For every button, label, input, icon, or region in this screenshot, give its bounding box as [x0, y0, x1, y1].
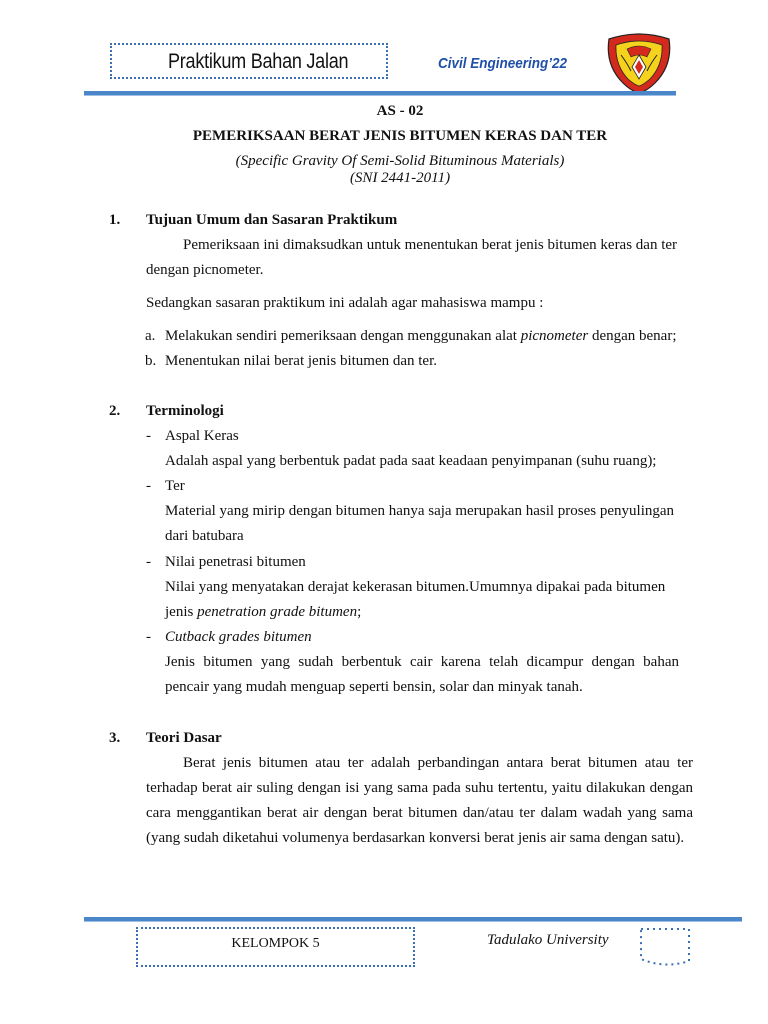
list-item-marker-b: b. — [145, 353, 157, 369]
footer-decorative-frame-icon — [637, 925, 693, 969]
section3-heading: Teori Dasar — [146, 730, 222, 746]
term-aspal-keras: Aspal Keras — [165, 428, 239, 444]
term-ter-definition-line2: dari batubara — [165, 528, 244, 544]
section1-heading: Tujuan Umum dan Sasaran Praktikum — [146, 212, 398, 228]
footer-rule-thin — [84, 921, 742, 922]
term-ter: Ter — [165, 478, 185, 494]
term-nilai-penetrasi-definition-line2: jenis penetration grade bitumen; — [165, 604, 362, 620]
list-item-b: Menentukan nilai berat jenis bitumen dan ter. — [165, 353, 438, 369]
term-aspal-keras-definition: Adalah aspal yang berbentuk padat pada saat keadaan penyimpanan (suhu ruang); — [165, 453, 657, 469]
header-department: Civil Engineering’22 — [438, 55, 568, 72]
term-dash: - — [146, 629, 151, 645]
section2-number: 2. — [109, 403, 121, 419]
term-nilai-penetrasi-definition-line1: Nilai yang menyatakan derajat kekerasan bitumen.Umumnya dipakai pada bitumen — [165, 579, 666, 595]
list-item-marker-a: a. — [145, 328, 156, 344]
term-cutback-definition-line2: pencair yang mudah menguap seperti bensin, solar dan minyak tanah. — [165, 679, 583, 695]
section1-paragraph-line2: dengan picnometer. — [146, 262, 264, 278]
header-rule-thin — [84, 95, 676, 96]
term-dash: - — [146, 554, 151, 570]
document-subtitle: (Specific Gravity Of Semi-Solid Bituminous Materials) — [235, 153, 565, 169]
footer-university: Tadulako University — [487, 932, 609, 948]
list-item-a: Melakukan sendiri pemeriksaan dengan menggunakan alat picnometer dengan benar; — [165, 328, 677, 344]
term-nilai-penetrasi: Nilai penetrasi bitumen — [165, 554, 306, 570]
header-title: Praktikum Bahan Jalan — [168, 50, 349, 73]
term-dash: - — [146, 428, 151, 444]
section2-heading: Terminologi — [146, 403, 224, 419]
term-dash: - — [146, 478, 151, 494]
section1-goals-intro: Sedangkan sasaran praktikum ini adalah agar mahasiswa mampu : — [146, 295, 544, 311]
university-logo-icon — [603, 27, 675, 95]
term-cutback: Cutback grades bitumen — [165, 629, 312, 645]
term-ter-definition-line1: Material yang mirip dengan bitumen hanya saja merupakan hasil proses penyulingan — [165, 503, 675, 519]
document-title: PEMERIKSAAN BERAT JENIS BITUMEN KERAS DAN TER — [192, 128, 608, 144]
section3-number: 3. — [109, 730, 121, 746]
footer-group-label: KELOMPOK 5 — [231, 936, 320, 951]
section1-number: 1. — [109, 212, 121, 228]
document-code: AS - 02 — [376, 103, 424, 119]
section1-paragraph-line1: Pemeriksaan ini dimaksudkan untuk menentukan berat jenis bitumen keras dan ter — [183, 237, 678, 253]
section3-paragraph: Berat jenis bitumen atau ter adalah perbandingan antara berat bitumen atau ter terhadap berat air suling dengan isi yang sama pada suhu tertentu, yaitu dilakukan dengan cara menggantikan berat air dengan berat bitumen dan/atau ter dalam wadah yang sama (yang sudah diketahui volumenya berdasarkan konversi berat jenis air sama dengan satu). — [146, 755, 693, 846]
document-standard: (SNI 2441-2011) — [349, 170, 451, 186]
term-cutback-definition-line1: Jenis bitumen yang sudah berbentuk cair karena telah dicampur dengan bahan — [165, 654, 679, 670]
